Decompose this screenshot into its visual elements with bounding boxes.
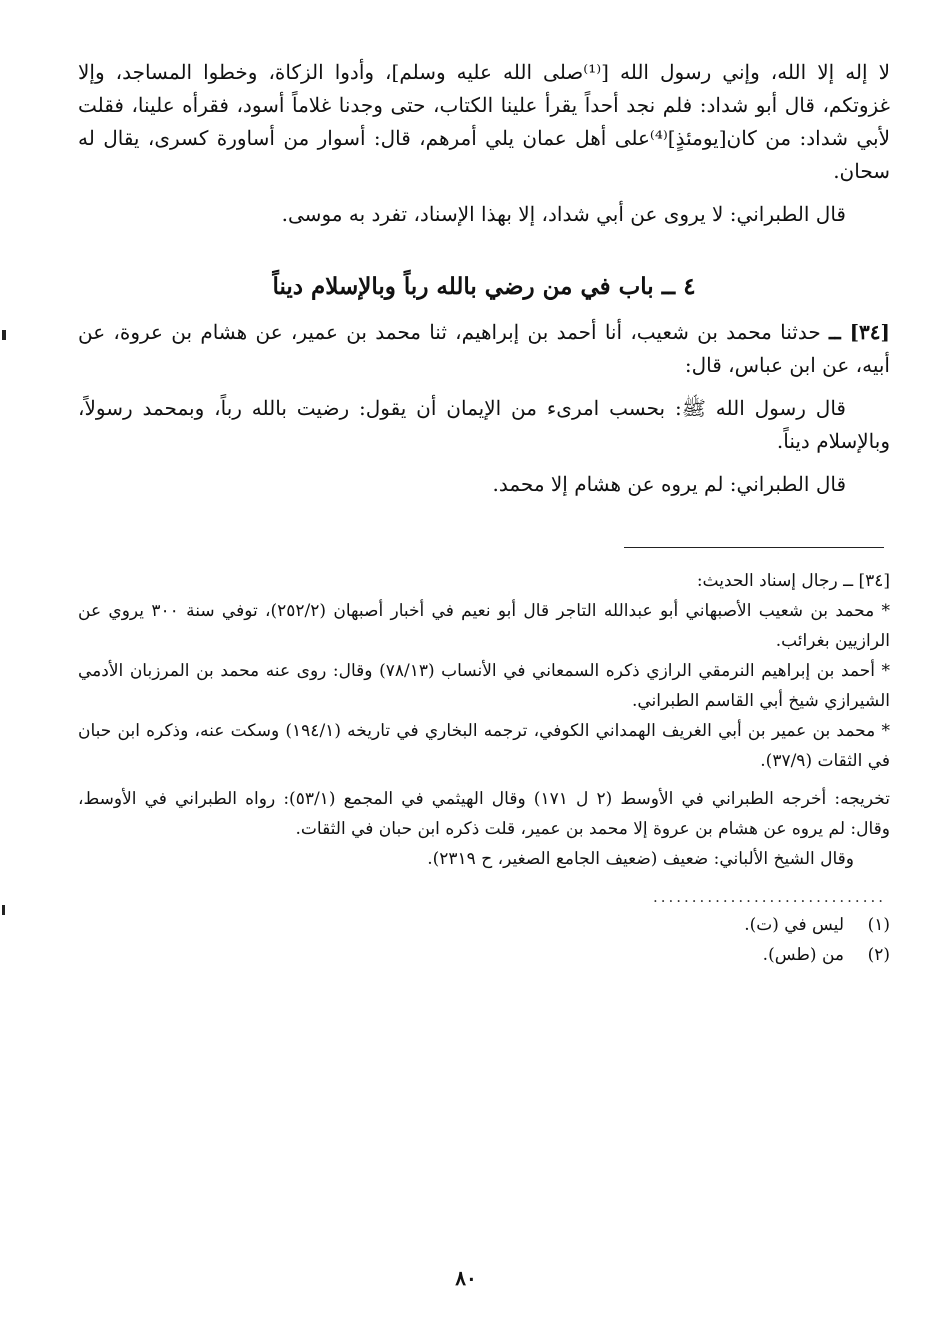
margin-mark-top xyxy=(2,330,6,340)
footnote-separator: .............................. xyxy=(652,888,886,906)
footnote-2 xyxy=(78,940,890,970)
chapter-heading: ٤ ــ باب في من رضي بالله رباً وبالإسلام ديناً xyxy=(272,273,696,300)
footnote-2-number: (٢) xyxy=(867,945,890,965)
hadith-chain-text: حدثنا محمد بن شعيب، أنا أحمد بن إبراهيم، ثنا محمد بن عمير، عن هشام بن عروة، عن أبيه، عن ابن عباس، قال: xyxy=(78,320,890,377)
commentary-entry-3: * محمد بن عمير بن أبي الغريف الهمداني الكوفي، ترجمه البخاري في تاريخه (١٩٤/١) وسكت عنه، وذكره ابن حبان في الثقات (٣٧/٩). xyxy=(78,721,890,771)
paragraph-2: قال الطبراني: لا يروى عن أبي شداد، إلا بهذا الإسناد، تفرد به موسى. xyxy=(281,202,846,226)
footnote-1-number: (١) xyxy=(867,915,890,935)
footnote-1-text: ليس في (ت). xyxy=(744,915,844,935)
commentary-entry-2: * أحمد بن إبراهيم النرمقي الرازي ذكره السمعاني في الأنساب (٧٨/١٣) وقال: روى عنه محمد بن المرزبان الأدمي الشيرازي شيخ أبي القاسم الطبراني. xyxy=(78,661,890,711)
commentary-takhrij: تخريجه: أخرجه الطبراني في الأوسط (٢ ل ١٧١) وقال الهيثمي في المجمع (٥٣/١): رواه الطبراني في الأوسط، وقال: لم يروه عن هشام بن عروة إلا محمد بن عمير، قلت ذكره ابن حبان في الثقات. xyxy=(78,789,890,839)
footnote-2-text: من (طس). xyxy=(762,945,844,965)
footnote-rule-wrap xyxy=(78,547,890,548)
paragraph-3: قال الطبراني: لم يروه عن هشام إلا محمد. xyxy=(492,472,846,496)
page-number: ٨٠ xyxy=(455,1266,477,1290)
commentary-albani: وقال الشيخ الألباني: ضعيف (ضعيف الجامع الصغير، ح ٢٣١٩). xyxy=(427,849,854,869)
footnote-1 xyxy=(78,910,890,940)
margin-mark-bottom xyxy=(2,905,5,915)
page-body xyxy=(78,56,890,970)
hadith-chain xyxy=(78,316,890,382)
hadith-text: قال رسول الله ﷺ: بحسب امرىء من الإيمان أن يقول: رضيت بالله رباً، وبمحمد رسولاً، وبالإسلام ديناً. xyxy=(78,396,890,453)
commentary-title: [٣٤] ــ رجال إسناد الحديث: xyxy=(696,571,890,591)
hadith-number: [٣٤] ــ xyxy=(828,320,890,344)
paragraph-1: لا إله إلا الله، وإني رسول الله [⁽¹⁾صلى الله عليه وسلم]، وأدوا الزكاة، وخطوا المساجد، وإلا غزوتكم، قال أبو شداد: فلم نجد أحداً يقرأ علينا الكتاب، حتى وجدنا غلاماً أسود، فقرأه علينا، فقلت لأبي شداد: من كان[يومئذٍ]⁽⁴⁾على أهل عمان يلي أمرهم، قال: أسوار من أساورة كسرى، يقال له سحان. xyxy=(78,60,890,183)
commentary-entry-1: * محمد بن شعيب الأصبهاني أبو عبدالله التاجر قال أبو نعيم في أخبار أصبهان (٢٥٢/٢)، توفي سنة ٣٠٠ يروي عن الرازيين بغرائب. xyxy=(78,601,890,651)
footnote-rule xyxy=(624,547,884,548)
